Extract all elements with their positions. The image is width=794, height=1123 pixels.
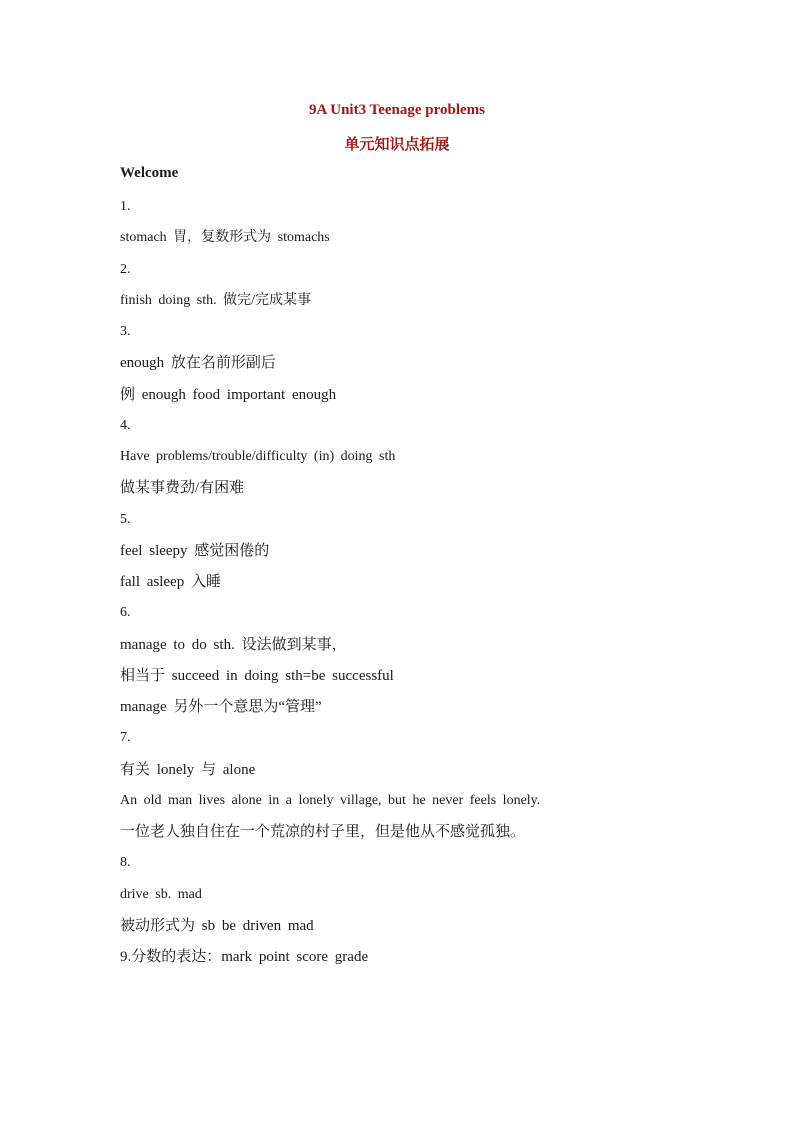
item-number-6: 6.	[120, 605, 131, 621]
note-line: 相当于 succeed in doing sth=be successful	[120, 667, 394, 684]
item-number-8: 8.	[120, 855, 131, 871]
note-line: enough 放在名前形副后	[120, 355, 276, 372]
note-line: stomach 胃，复数形式为 stomachs	[120, 230, 330, 246]
item-number-9: 9.分数的表达：mark point score grade	[120, 949, 369, 965]
item-number-1: 1.	[120, 199, 131, 214]
example-sentence: An old man lives alone in a lonely village, but he never feels lonely.	[120, 792, 541, 808]
item-number-2: 2.	[120, 261, 131, 277]
item-number-5: 5.	[120, 511, 131, 527]
translation-line: 做某事费劲/有困难	[120, 480, 245, 497]
note-line: feel sleepy 感觉困倦的	[120, 542, 270, 559]
note-line: 有关 lonely 与 alone	[120, 761, 256, 778]
document-subtitle: 单元知识点拓展	[344, 137, 450, 153]
example-line: 例 enough food important enough	[120, 386, 337, 403]
section-heading: Welcome	[120, 165, 179, 181]
note-line: Have problems/trouble/difficulty (in) doing sth	[120, 449, 396, 464]
item-number-7: 7.	[120, 730, 131, 746]
translation-line: 一位老人独自住在一个荒凉的村子里，但是他从不感觉孤独。	[120, 824, 526, 840]
note-line: 被动形式为 sb be driven mad	[120, 917, 314, 934]
note-line: fall asleep 入睡	[120, 574, 221, 590]
content-lines	[120, 196, 740, 977]
note-line: manage to do sth. 设法做到某事，	[120, 636, 347, 653]
item-number-3: 3.	[120, 324, 131, 339]
document-title: 9A Unit3 Teenage problems	[309, 102, 485, 118]
item-number-4: 4.	[120, 417, 131, 433]
note-line: manage 另外一个意思为“管理”	[120, 699, 322, 715]
note-line: finish doing sth. 做完/完成某事	[120, 292, 312, 308]
note-line: drive sb. mad	[120, 886, 202, 902]
